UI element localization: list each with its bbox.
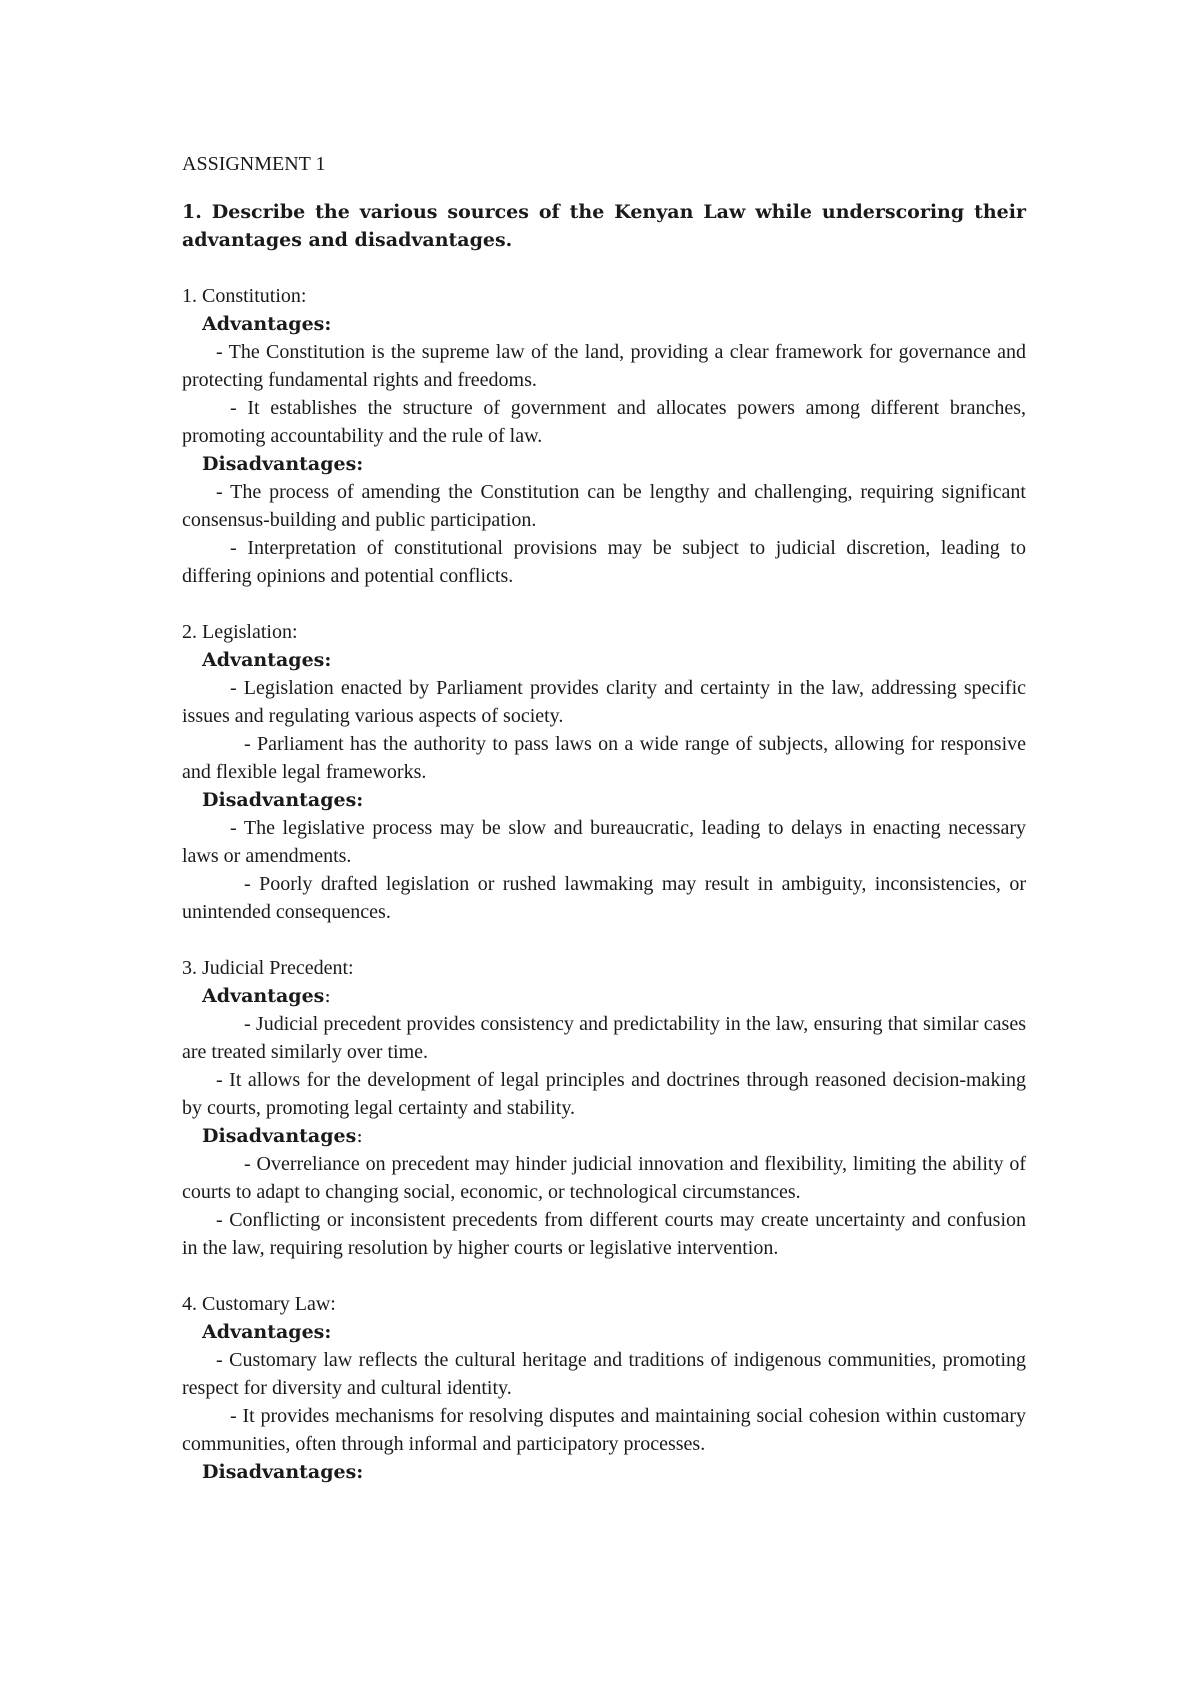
advantages-label [202, 310, 1026, 338]
sources-list [182, 282, 1026, 1486]
advantage-point: - Customary law reflects the cultural heritage and traditions of indigenous communities, promoting respect for diversity and cultural identity. [182, 1349, 1026, 1399]
source-heading: 1. Constitution: [182, 285, 307, 307]
disadvantages-label-text: Disadvantages: [202, 1461, 364, 1483]
assignment-title: ASSIGNMENT 1 [182, 153, 326, 175]
disadvantages-label [202, 786, 1026, 814]
question-text: 1. Describe the various sources of the Kenyan Law while underscoring their advantages and disadvantages. [182, 201, 1026, 251]
advantage-point: - It provides mechanisms for resolving disputes and maintaining social cohesion within customary communities, often through informal and participatory processes. [182, 1405, 1026, 1455]
source-heading: 2. Legislation: [182, 621, 298, 643]
disadvantage-point: - Overreliance on precedent may hinder judicial innovation and flexibility, limiting the ability of courts to adapt to changing social, economic, or technological circumstances. [182, 1153, 1026, 1203]
advantages-label-text: Advantages: [202, 649, 332, 671]
advantage-point: - It allows for the development of legal principles and doctrines through reasoned decision-making by courts, promoting legal certainty and stability. [182, 1069, 1026, 1119]
advantages-label-text: Advantages: [202, 313, 332, 335]
advantages-label [202, 646, 1026, 674]
disadvantage-point: - The legislative process may be slow and bureaucratic, leading to delays in enacting necessary laws or amendments. [182, 817, 1026, 867]
disadvantages-label-text: Disadvantages [202, 1125, 357, 1147]
disadvantage-point: - The process of amending the Constitution can be lengthy and challenging, requiring significant consensus-building and public participation. [182, 481, 1026, 531]
advantages-label-text: Advantages: [202, 1321, 332, 1343]
disadvantages-label-colon: : [356, 1125, 363, 1147]
source-section [182, 1290, 1026, 1486]
disadvantages-label-text: Disadvantages: [202, 453, 364, 475]
source-section [182, 282, 1026, 590]
source-heading: 4. Customary Law: [182, 1293, 336, 1315]
advantage-point: - It establishes the structure of government and allocates powers among different branches, promoting accountability and the rule of law. [182, 397, 1026, 447]
document-page [182, 150, 1026, 1486]
source-heading: 3. Judicial Precedent: [182, 957, 354, 979]
advantages-label [202, 982, 1026, 1010]
disadvantages-label-text: Disadvantages: [202, 789, 364, 811]
disadvantage-point: - Interpretation of constitutional provisions may be subject to judicial discretion, leading to differing opinions and potential conflicts. [182, 537, 1026, 587]
advantages-label [202, 1318, 1026, 1346]
disadvantages-label [202, 1122, 1026, 1150]
advantage-point: - Parliament has the authority to pass laws on a wide range of subjects, allowing for responsive and flexible legal frameworks. [182, 733, 1026, 783]
advantage-point: - Legislation enacted by Parliament provides clarity and certainty in the law, addressing specific issues and regulating various aspects of society. [182, 677, 1026, 727]
source-section [182, 618, 1026, 926]
advantage-point: - The Constitution is the supreme law of the land, providing a clear framework for governance and protecting fundamental rights and freedoms. [182, 341, 1026, 391]
source-section [182, 954, 1026, 1262]
disadvantages-label [202, 1458, 1026, 1486]
disadvantage-point: - Conflicting or inconsistent precedents from different courts may create uncertainty and confusion in the law, requiring resolution by higher courts or legislative intervention. [182, 1209, 1026, 1259]
advantages-label-colon: : [324, 985, 331, 1007]
disadvantages-label [202, 450, 1026, 478]
advantage-point: - Judicial precedent provides consistency and predictability in the law, ensuring that similar cases are treated similarly over time. [182, 1013, 1026, 1063]
disadvantage-point: - Poorly drafted legislation or rushed lawmaking may result in ambiguity, inconsistencies, or unintended consequences. [182, 873, 1026, 923]
advantages-label-text: Advantages [202, 985, 325, 1007]
